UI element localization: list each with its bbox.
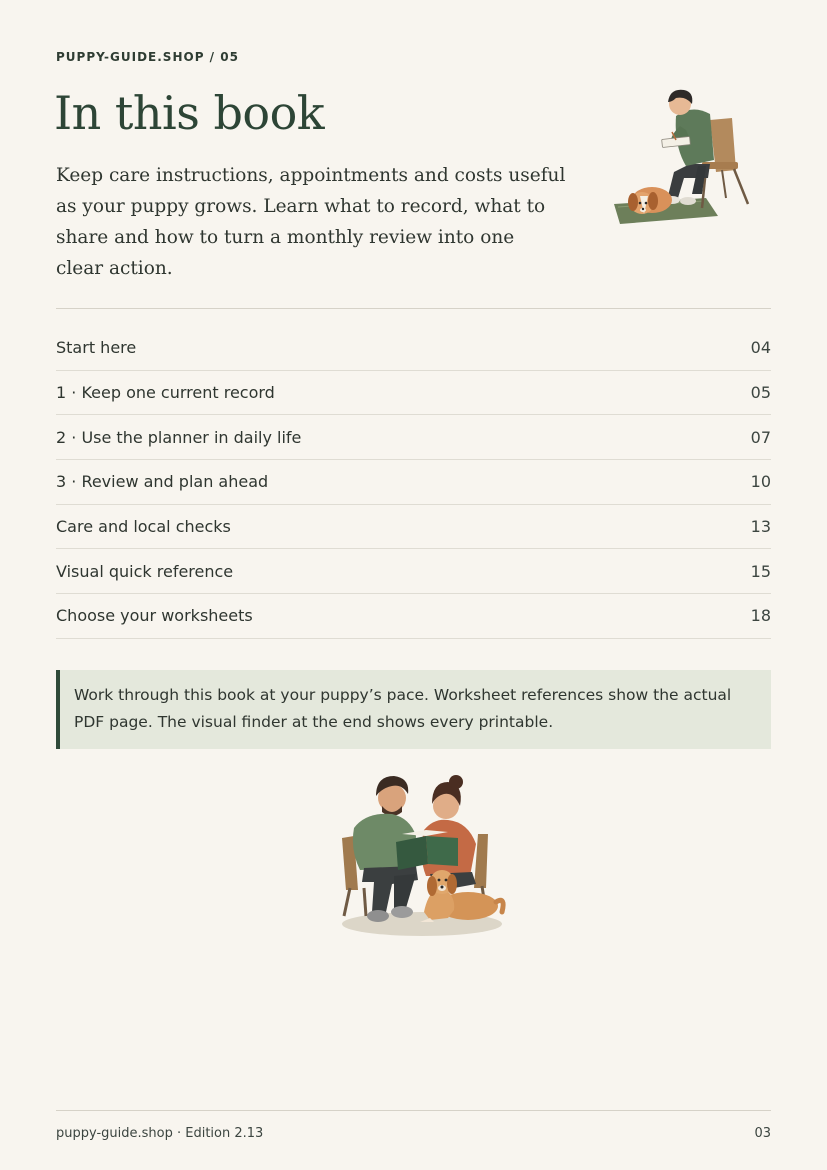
toc-item-page: 04 — [750, 338, 771, 358]
toc-item-page: 13 — [750, 517, 771, 537]
callout-note: Work through this book at your puppy’s pace. Worksheet references show the actual PDF page. The visual finder at the end shows every printable. — [56, 670, 771, 749]
toc-item-page: 10 — [750, 472, 771, 492]
footer-edition: puppy-guide.shop · Edition 2.13 — [56, 1126, 264, 1141]
toc-item-review-and-plan-ahead[interactable] — [56, 460, 771, 505]
intro-paragraph: Keep care instructions, appointments and costs useful as your puppy grows. Learn what to record, what to share and how to turn a monthly review into one clear action. — [56, 165, 566, 279]
page-title: In this book — [54, 86, 325, 140]
person-writing-with-puppy-illustration — [606, 86, 756, 231]
toc-item-care-and-local-checks[interactable] — [56, 505, 771, 550]
running-head: PUPPY-GUIDE.SHOP / 05 — [56, 50, 239, 64]
toc-item-page: 07 — [750, 427, 771, 447]
couple-reading-with-dog-illustration — [336, 772, 508, 942]
top-divider — [56, 308, 771, 309]
bottom-divider — [56, 1110, 771, 1111]
toc-item-label: Choose your worksheets — [56, 606, 253, 626]
toc-item-choose-your-worksheets[interactable] — [56, 594, 771, 639]
toc-item-keep-one-current-record[interactable] — [56, 371, 771, 416]
toc-item-label: 3 · Review and plan ahead — [56, 472, 269, 492]
toc-item-label: Start here — [56, 338, 137, 358]
toc-item-page: 05 — [750, 383, 771, 403]
footer-page-number: 03 — [754, 1126, 771, 1141]
toc-item-start-here[interactable] — [56, 326, 771, 371]
toc-item-label: 1 · Keep one current record — [56, 383, 275, 403]
toc-item-visual-quick-reference[interactable] — [56, 549, 771, 594]
toc-item-label: 2 · Use the planner in daily life — [56, 427, 302, 447]
table-of-contents — [56, 326, 771, 639]
toc-item-label: Visual quick reference — [56, 561, 234, 581]
toc-item-page: 18 — [750, 606, 771, 626]
toc-item-page: 15 — [750, 561, 771, 581]
toc-item-use-the-planner[interactable] — [56, 415, 771, 460]
toc-item-label: Care and local checks — [56, 517, 231, 537]
